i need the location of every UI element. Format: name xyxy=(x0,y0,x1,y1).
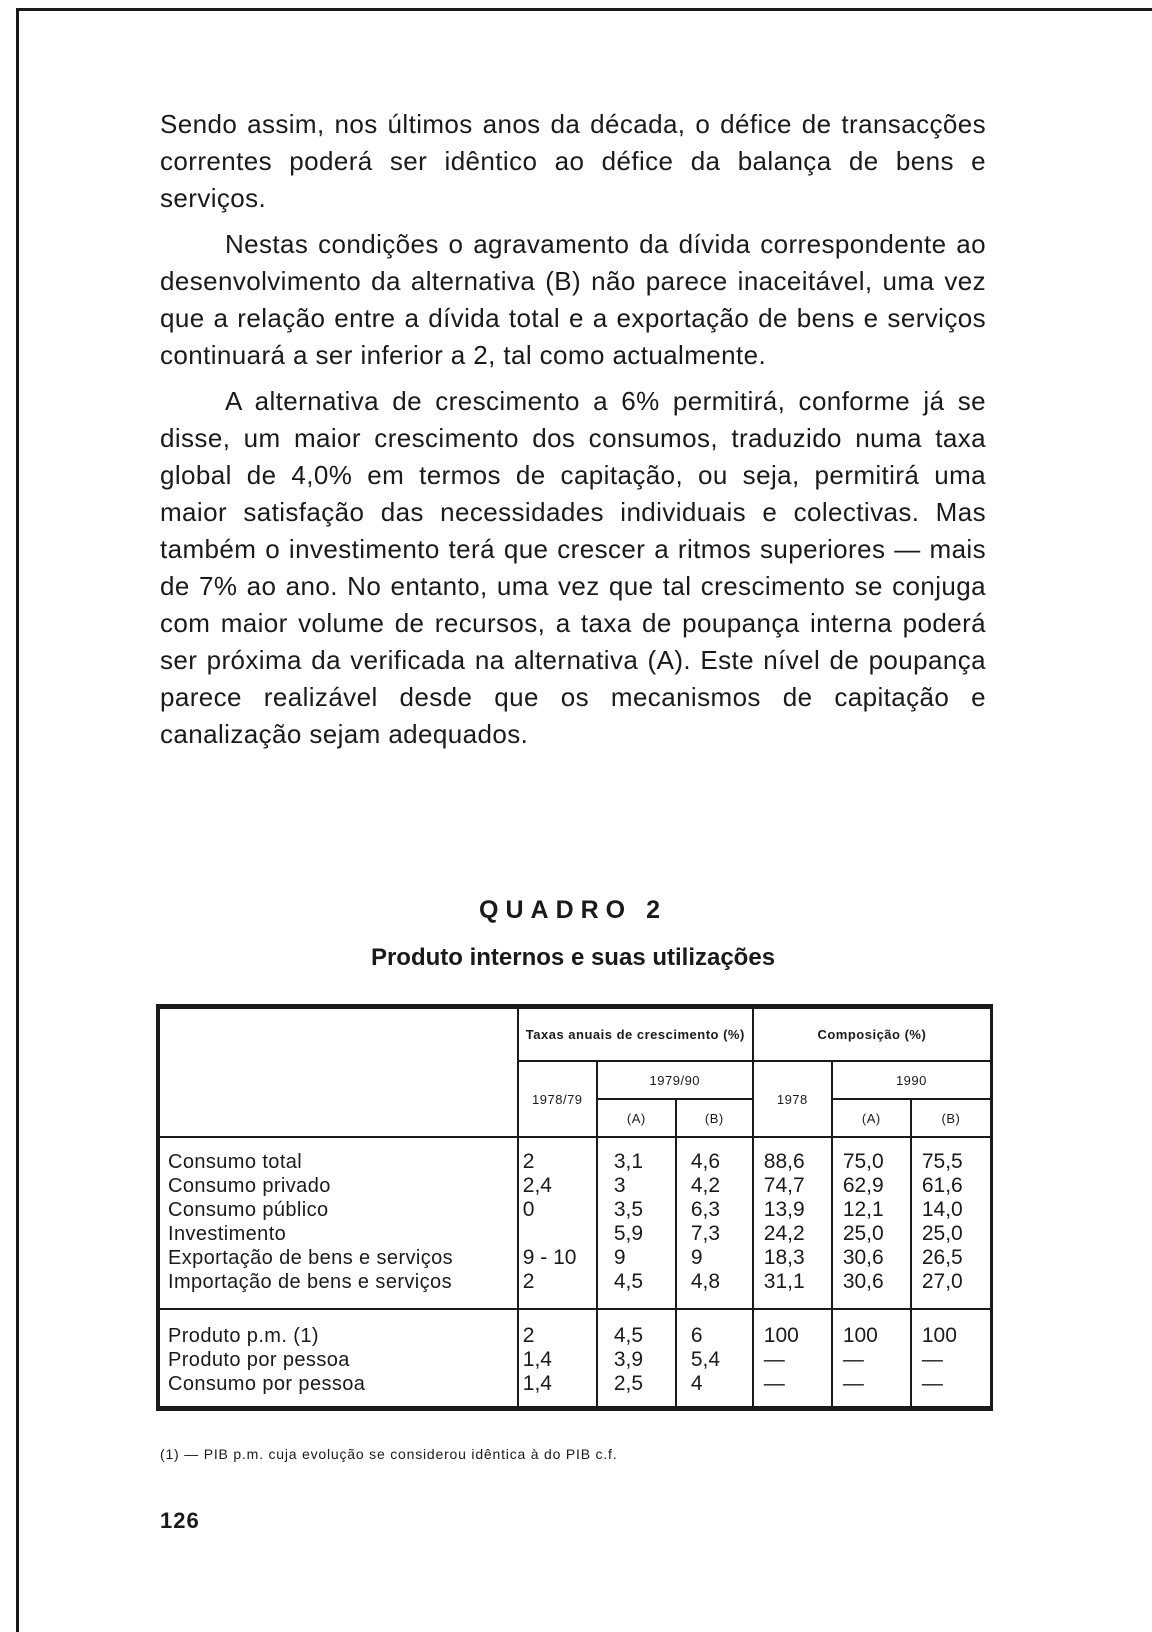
cell-value xyxy=(523,1222,592,1246)
table-subtitle: Produto internos e suas utilizações xyxy=(370,944,776,971)
section2-col-growth-b xyxy=(691,1324,748,1396)
section2-col-comp-b xyxy=(922,1324,986,1396)
section1-labels xyxy=(168,1150,513,1294)
cell-value: 24,2 xyxy=(763,1222,805,1245)
cell-value: 25,0 xyxy=(921,1222,963,1245)
cell-value: 9 - 10 xyxy=(522,1246,577,1269)
section1-col-comp-b xyxy=(922,1150,986,1294)
table-footnote: (1) — PIB p.m. cuja evolução se considerou idêntica à do PIB c.f. xyxy=(160,1446,618,1462)
cell-value: 2 xyxy=(522,1324,535,1347)
cell-value: — xyxy=(842,1348,864,1371)
cell-value: 100 xyxy=(763,1324,799,1347)
section1-col-comp-a xyxy=(843,1150,906,1294)
cell-value: 9 xyxy=(613,1246,626,1269)
cell-value: — xyxy=(921,1348,943,1371)
cell-value: 30,6 xyxy=(842,1270,884,1293)
header-growth-group: Taxas anuais de crescimento (%) xyxy=(518,1009,753,1061)
row-label-text: Consumo total xyxy=(168,1151,303,1173)
cell-value: 14,0 xyxy=(921,1198,963,1221)
paragraph-3: A alternativa de crescimento a 6% permitirá, conforme já se disse, um maior crescimento dos consumos, traduzido numa taxa global de 4,0% em termos de capitação, ou seja, permitirá uma maior satisfação das necessidades individuais e colectivas. Mas também o investimento terá que crescer a ritmos superiores — mais de 7% ao ano. No entanto, uma vez que tal crescimento se conjuga com maior volume de recursos, a taxa de poupança interna poderá ser próxima da verificada na alternativa (A). Este nível de poupança parece realizável desde que os mecanismos de capitação e canalização sejam adequados. xyxy=(160,386,986,749)
cell-value: 3,1 xyxy=(613,1150,644,1173)
section1-col-1978 xyxy=(764,1150,827,1294)
cell-value: — xyxy=(921,1372,943,1395)
cell-value: 0 xyxy=(522,1198,535,1221)
cell-value: 7,3 xyxy=(690,1222,721,1245)
cell-value: 18,3 xyxy=(763,1246,805,1269)
cell-value: 25,0 xyxy=(842,1222,884,1245)
cell-value: 62,9 xyxy=(842,1174,884,1197)
header-1978: 1978 xyxy=(753,1061,832,1137)
page-left-rule xyxy=(16,8,19,1632)
body-text xyxy=(160,106,986,762)
row-label xyxy=(168,1222,513,1246)
cell-value: 4,5 xyxy=(613,1324,644,1347)
header-comp-b: (B) xyxy=(911,1099,990,1137)
section2-col-comp-a xyxy=(843,1324,906,1396)
data-table xyxy=(156,1004,993,1411)
paragraph-2: Nestas condições o agravamento da dívida correspondente ao desenvolvimento da alternativa (B) não parece inaceitável, uma vez que a relação entre a dívida total e a exportação de bens e serviços continuará a ser inferior a 2, tal como actualmente. xyxy=(160,229,986,370)
page-top-rule xyxy=(16,8,1152,11)
cell-value: 75,0 xyxy=(842,1150,884,1173)
cell-value: 27,0 xyxy=(921,1270,963,1293)
row-label-text: Investimento xyxy=(168,1223,287,1245)
row-label xyxy=(168,1150,513,1174)
row-label-text: Consumo público xyxy=(168,1199,329,1221)
cell-value: 2 xyxy=(522,1150,535,1173)
table-section-1 xyxy=(160,1137,990,1309)
row-label xyxy=(168,1270,513,1294)
row-label-text: Consumo por pessoa xyxy=(168,1373,366,1395)
row-label xyxy=(168,1174,513,1198)
row-label-text: Produto por pessoa xyxy=(168,1349,350,1371)
table-section-2 xyxy=(160,1309,990,1406)
row-label xyxy=(168,1372,513,1396)
cell-value: 26,5 xyxy=(921,1246,963,1269)
cell-value: 30,6 xyxy=(842,1246,884,1269)
cell-value: — xyxy=(763,1348,785,1371)
table-corner xyxy=(160,1009,518,1137)
section2-col-1978 xyxy=(764,1324,827,1396)
cell-value: 12,1 xyxy=(842,1198,884,1221)
row-label xyxy=(168,1324,513,1348)
cell-value: 3 xyxy=(613,1174,626,1197)
row-label-text: Importação de bens e serviços xyxy=(168,1271,452,1293)
cell-value: 2,5 xyxy=(613,1372,644,1395)
cell-value: 88,6 xyxy=(763,1150,805,1173)
header-1979-90: 1979/90 xyxy=(597,1061,753,1099)
header-growth-b: (B) xyxy=(676,1099,753,1137)
page-number: 126 xyxy=(160,1508,200,1533)
cell-value: 31,1 xyxy=(763,1270,805,1293)
cell-value: 4 xyxy=(690,1372,703,1395)
header-composition-group: Composição (%) xyxy=(753,1009,990,1061)
header-1978-79: 1978/79 xyxy=(518,1061,597,1137)
section2-col-growth-a xyxy=(614,1324,671,1396)
cell-value: 100 xyxy=(921,1324,957,1347)
section2-labels xyxy=(168,1324,513,1396)
section1-col-1978-79 xyxy=(523,1150,592,1294)
section2-col-1978-79 xyxy=(523,1324,592,1396)
header-comp-a: (A) xyxy=(832,1099,911,1137)
cell-value: 4,6 xyxy=(690,1150,721,1173)
cell-value: 1,4 xyxy=(522,1348,552,1371)
row-label-text: Consumo privado xyxy=(168,1175,331,1197)
cell-value: 9 xyxy=(690,1246,703,1269)
table-title: QUADRO 2 xyxy=(479,896,667,924)
cell-value: 4,2 xyxy=(690,1174,721,1197)
header-growth-a: (A) xyxy=(597,1099,676,1137)
cell-value: 3,9 xyxy=(613,1348,644,1371)
cell-value: 4,5 xyxy=(613,1270,644,1293)
cell-value: 6,3 xyxy=(690,1198,721,1221)
cell-value: 3,5 xyxy=(613,1198,644,1221)
cell-value: — xyxy=(763,1372,785,1395)
cell-value: 2,4 xyxy=(522,1174,552,1197)
cell-value: — xyxy=(842,1372,864,1395)
cell-value: 1,4 xyxy=(522,1372,552,1395)
cell-value: 61,6 xyxy=(921,1174,963,1197)
cell-value: 74,7 xyxy=(763,1174,805,1197)
cell-value: 75,5 xyxy=(921,1150,963,1173)
section1-col-growth-b xyxy=(691,1150,748,1294)
cell-value: 13,9 xyxy=(763,1198,805,1221)
row-label-text: Exportação de bens e serviços xyxy=(168,1247,454,1269)
section1-col-growth-a xyxy=(614,1150,671,1294)
cell-value: 6 xyxy=(690,1324,703,1347)
row-label xyxy=(168,1246,513,1270)
cell-value: 4,8 xyxy=(690,1270,721,1293)
paragraph-1: Sendo assim, nos últimos anos da década, o défice de transacções correntes poderá ser idêntico ao défice da balança de bens e serviços. xyxy=(160,109,986,213)
cell-value: 100 xyxy=(842,1324,878,1347)
row-label xyxy=(168,1198,513,1222)
cell-value: 2 xyxy=(522,1270,535,1293)
cell-value: 5,4 xyxy=(690,1348,721,1371)
cell-value: 5,9 xyxy=(613,1222,644,1245)
row-label-text: Produto p.m. (1) xyxy=(168,1325,319,1347)
header-1990: 1990 xyxy=(832,1061,990,1099)
row-label xyxy=(168,1348,513,1372)
